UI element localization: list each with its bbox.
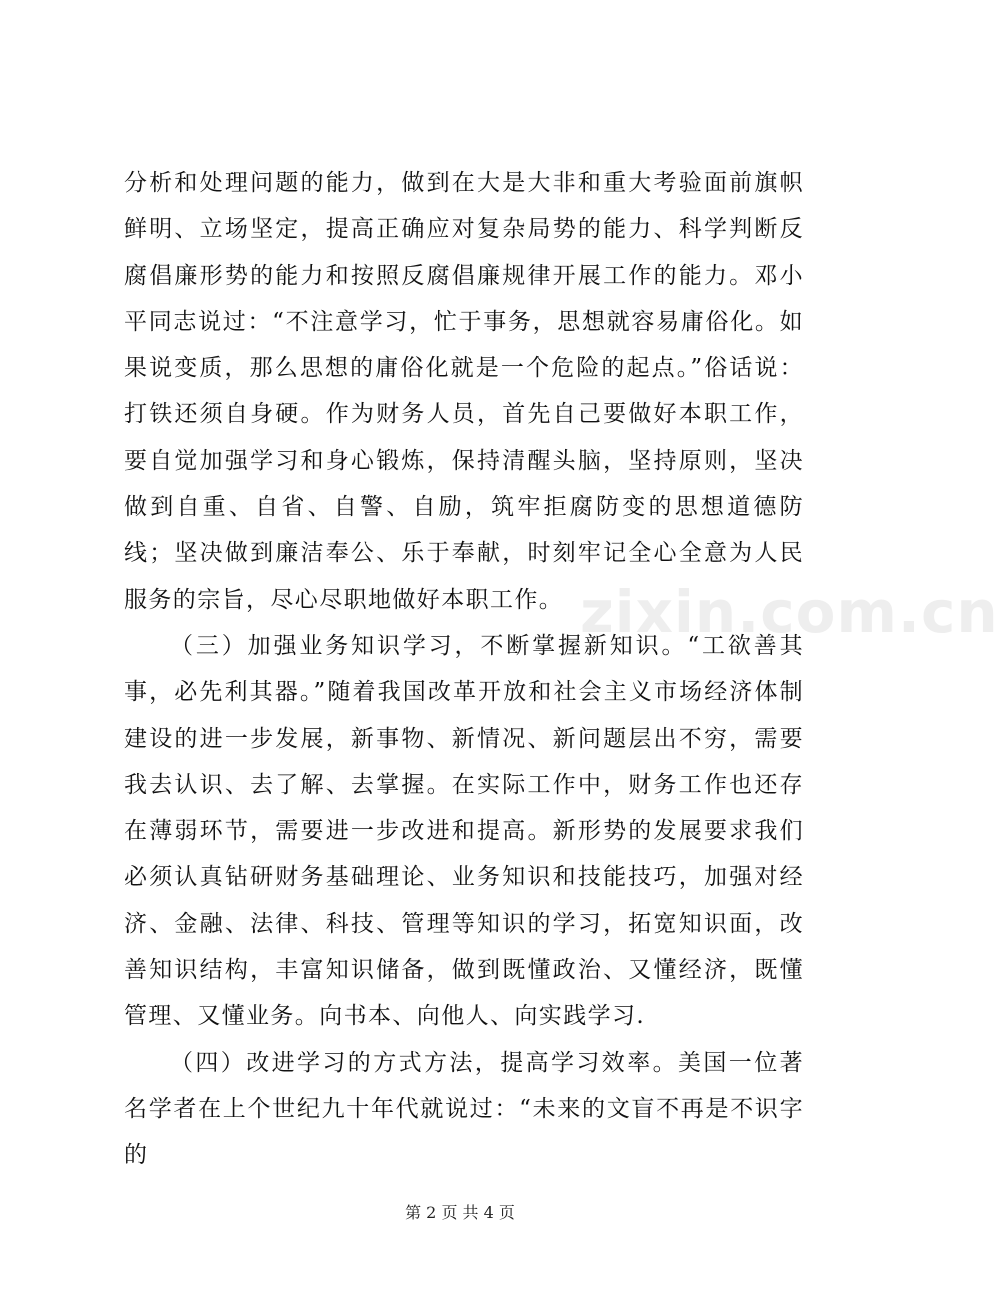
watermark: zixin.com.cn <box>580 578 999 646</box>
paragraph-3: （四）改进学习的方式方法，提高学习效率。美国一位著名学者在上个世纪九十年代就说过：“未来的文盲不再是不识字的 <box>124 1049 804 1169</box>
document-body <box>124 160 804 1179</box>
paragraph-1: 分析和处理问题的能力，做到在大是大非和重大考验面前旗帜鲜明、立场坚定，提高正确应对复杂局势的能力、科学判断反腐倡廉形势的能力和按照反腐倡廉规律开展工作的能力。邓小平同志说过：“不注意学习，忙于事务，思想就容易庸俗化。如果说变质，那么思想的庸俗化就是一个危险的起点。”俗话说：打铁还须自身硬。作为财务人员，首先自己要做好本职工作，要自觉加强学习和身心锻炼，保持清醒头脑，坚持原则，坚决做到自重、自省、自警、自励，筑牢拒腐防变的思想道德防线；坚决做到廉洁奉公、乐于奉献，时刻牢记全心全意为人民服务的宗旨，尽心尽职地做好本职工作。 <box>124 170 804 613</box>
page-footer: 第 2 页 共 4 页 <box>405 1203 515 1222</box>
paragraph-2: （三）加强业务知识学习，不断掌握新知识。“工欲善其事，必先利其器。”随着我国改革开放和社会主义市场经济体制建设的进一步发展，新事物、新情况、新问题层出不穷，需要我去认识、去了解、去掌握。在实际工作中，财务工作也还存在薄弱环节，需要进一步改进和提高。新形势的发展要求我们必须认真钻研财务基础理论、业务知识和技能技巧，加强对经济、金融、法律、科技、管理等知识的学习，拓宽知识面，改善知识结构，丰富知识储备，做到既懂政治、又懂经济，既懂管理、又懂业务。向书本、向他人、向实践学习. <box>124 632 804 1030</box>
